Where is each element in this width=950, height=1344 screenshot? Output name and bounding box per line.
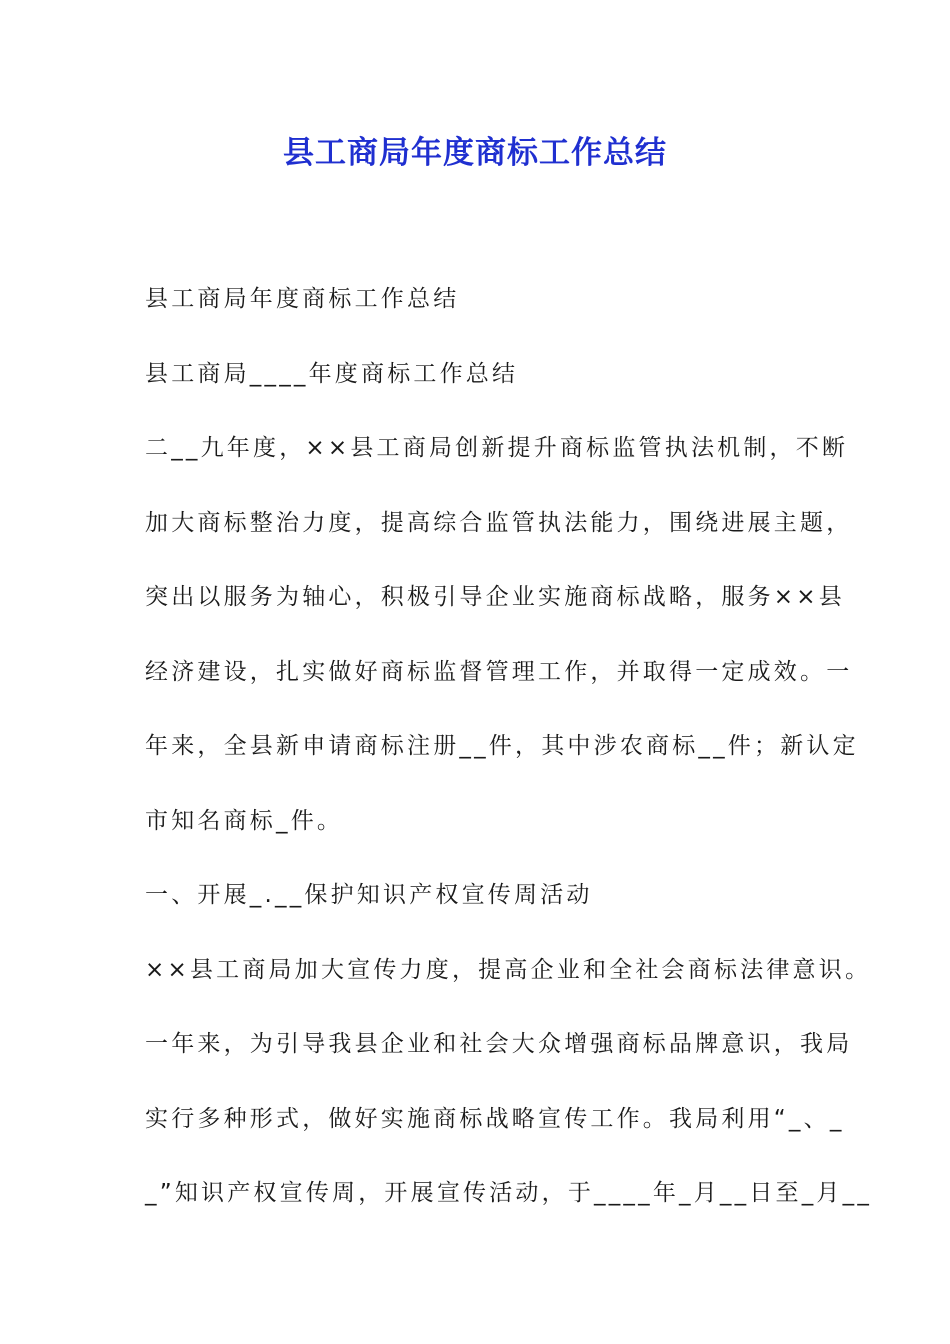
body-line: 二__九年度，××县工商局创新提升商标监管执法机制，不断 (145, 435, 849, 461)
body-line: 加大商标整治力度，提高综合监管执法能力，围绕进展主题， (145, 509, 853, 536)
body-line: _”知识产权宣传周，开展宣传活动，于____年_月__日至_月__ (145, 1180, 873, 1206)
body-line: 市知名商标_件。 (145, 807, 344, 834)
section-heading: 一、开展_.__保护知识产权宣传周活动 (145, 882, 593, 908)
body-line: 县工商局年度商标工作总结 (145, 286, 460, 312)
body-line: 突出以服务为轴心，积极引导企业实施商标战略，服务××县 (145, 584, 845, 610)
body-line: ××县工商局加大宣传力度，提高企业和全社会商标法律意识。 (145, 956, 872, 983)
body-line: 县工商局____年度商标工作总结 (145, 360, 519, 387)
body-line: 实行多种形式，做好实施商标战略宣传工作。我局利用“_、_ (145, 1105, 845, 1132)
document-body (145, 262, 873, 1231)
document-title: 县工商局年度商标工作总结 (283, 135, 667, 171)
body-line: 一年来，为引导我县企业和社会大众增强商标品牌意识，我局 (145, 1031, 853, 1057)
body-line: 年来，全县新申请商标注册__件，其中涉农商标__件；新认定 (145, 733, 859, 759)
body-line: 经济建设，扎实做好商标监督管理工作，并取得一定成效。一 (145, 658, 853, 685)
